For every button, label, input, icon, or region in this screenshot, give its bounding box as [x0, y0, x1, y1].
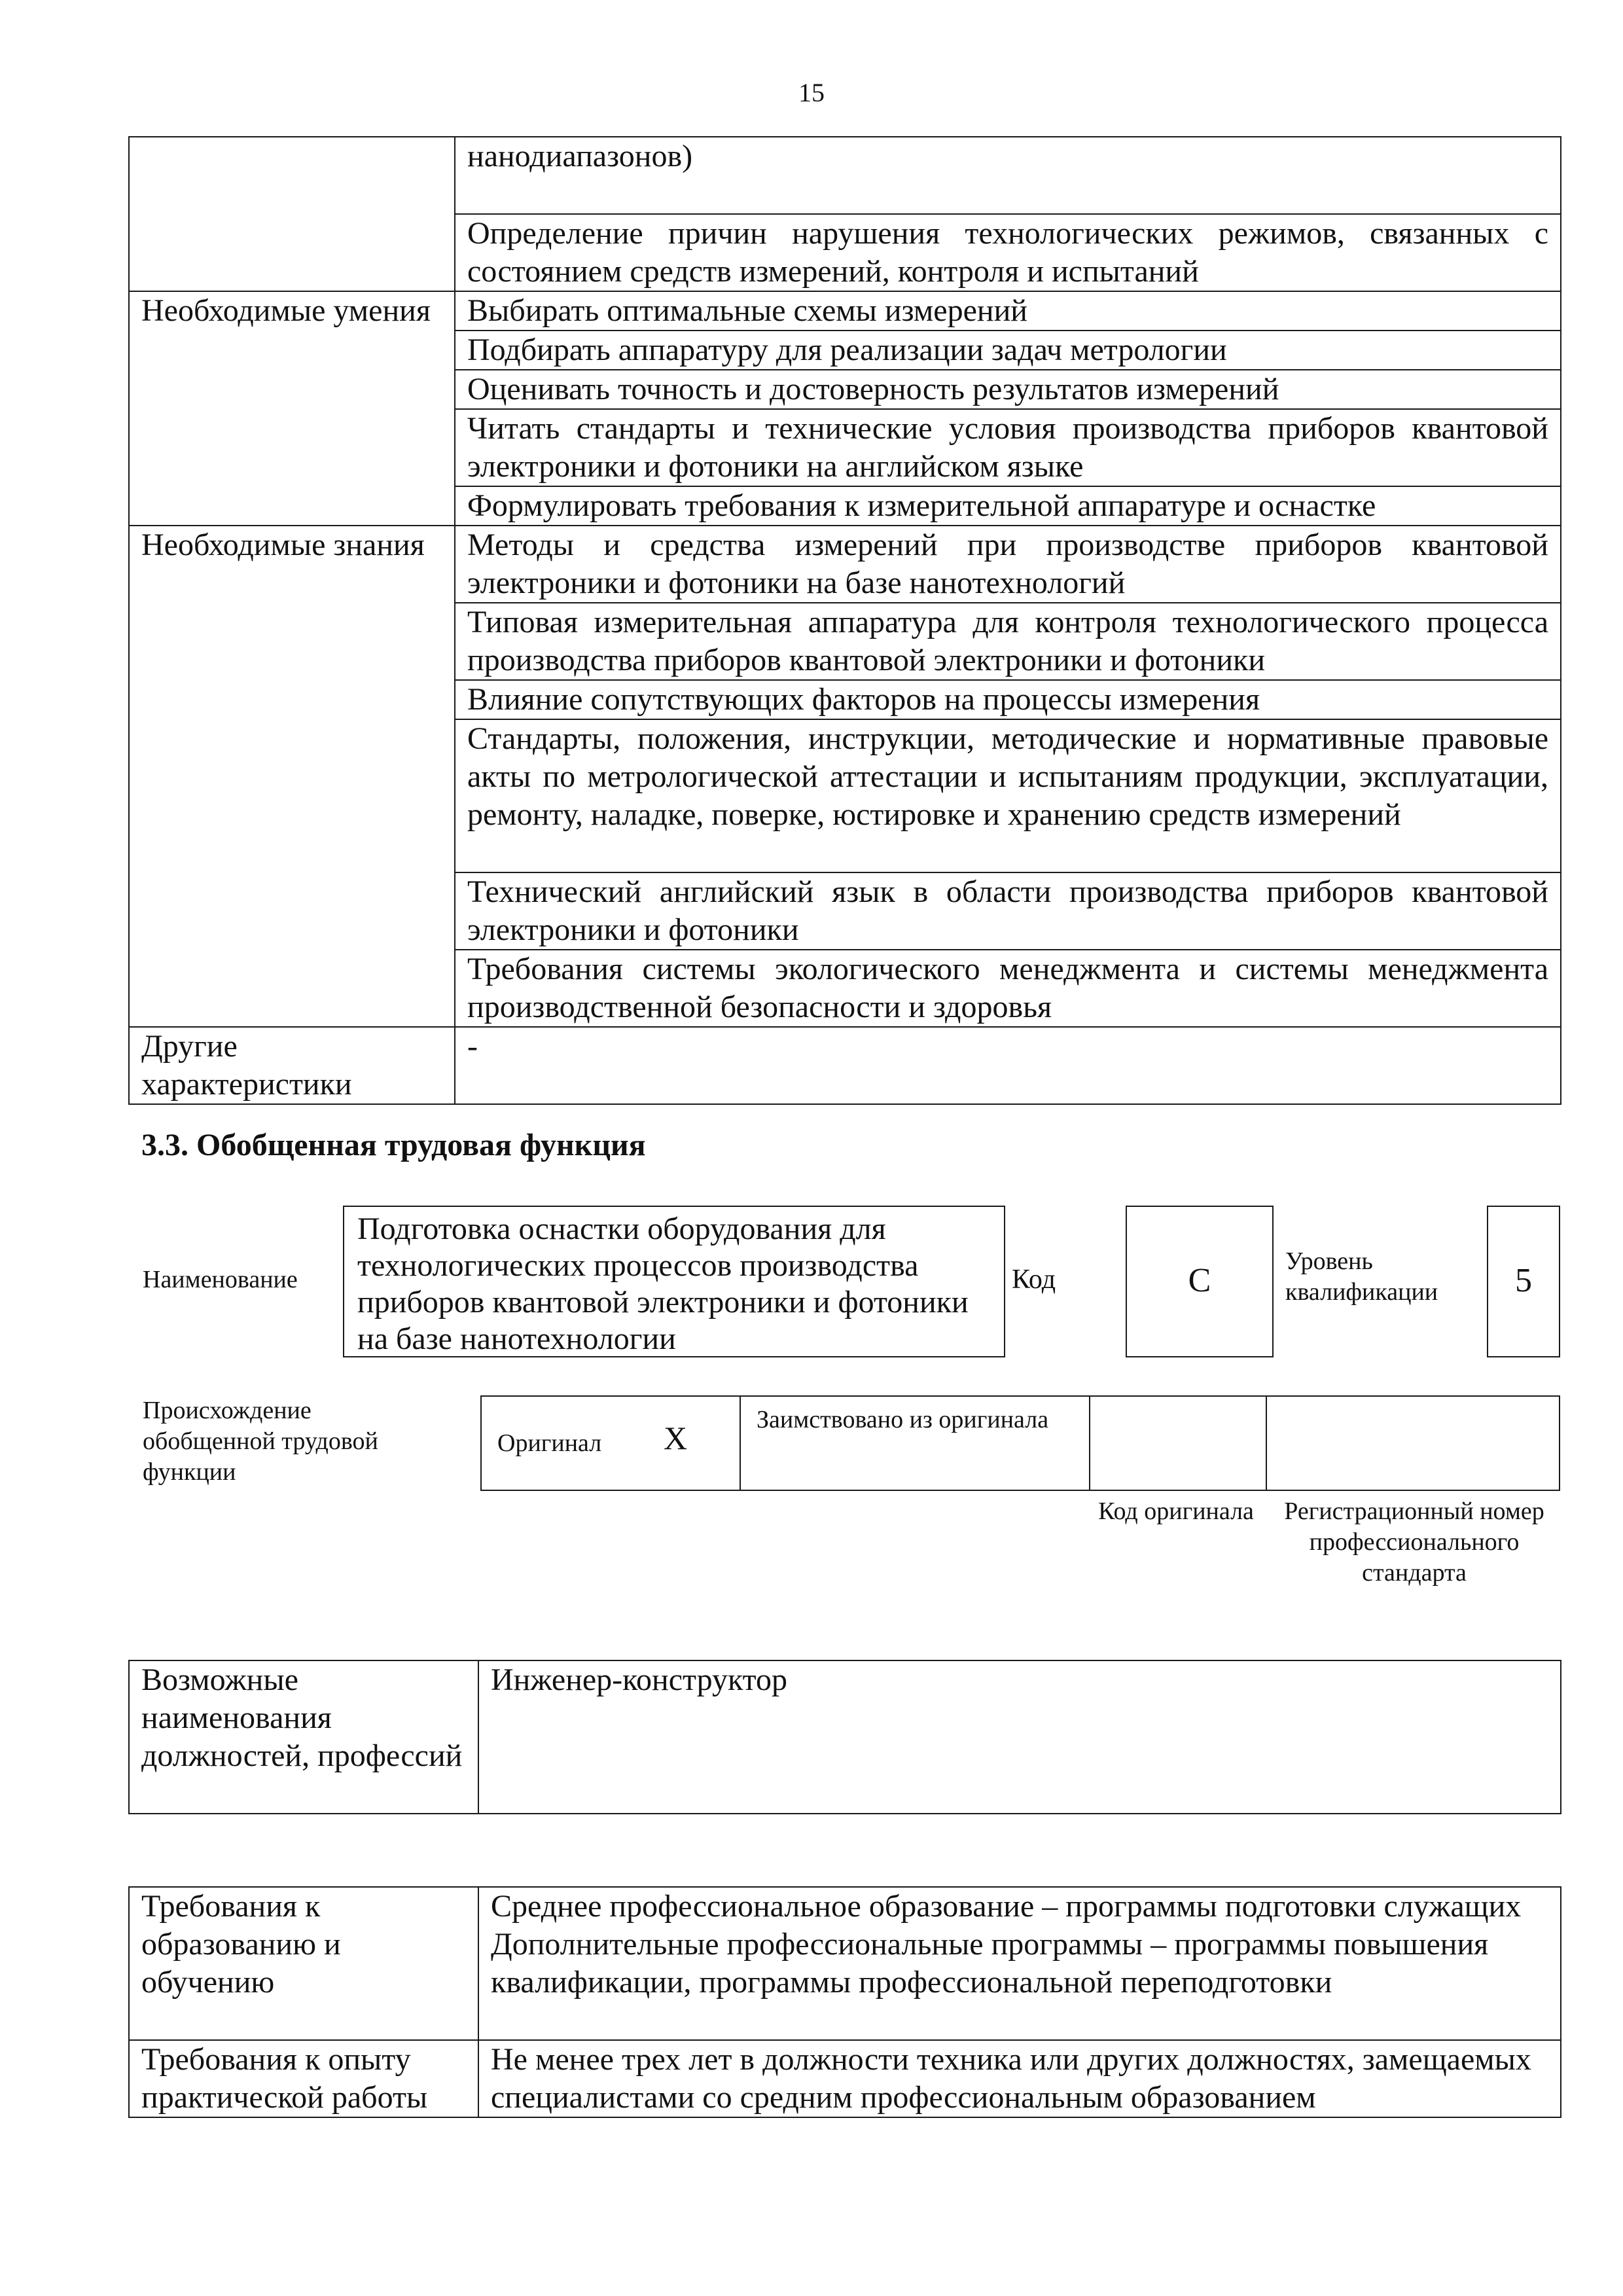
origin-table	[480, 1395, 1560, 1491]
page-number: 15	[798, 78, 825, 107]
table-row	[129, 1887, 1561, 2040]
borrowed-label: Заимствовано из оригинала	[757, 1406, 1049, 1433]
level-label: Уровень квалификации	[1285, 1247, 1438, 1306]
table-row	[129, 526, 1561, 603]
code-label: Код	[1012, 1265, 1056, 1295]
code-original-cell	[1090, 1397, 1267, 1490]
table-cell-value: Выбирать оптимальные схемы измерений	[455, 291, 1561, 331]
table-cell-value: Технический английский язык в области производства приборов квантовой электроники и фотоники	[455, 872, 1561, 950]
table-cell-value: Требования системы экологического менеджмента и системы менеджмента производственной безопасности и здоровья	[455, 950, 1561, 1027]
origin-label: Происхождение обобщенной трудовой функции	[143, 1397, 378, 1486]
table-cell-label: Требования к опыту практической работы	[129, 2040, 478, 2117]
table-cell-label: Необходимые знания	[129, 526, 455, 1027]
original-label: Оригинал	[497, 1429, 602, 1457]
requirement-line: Не менее трех лет в должности техника или других должностях, замещаемых специалистами со средним профессиональным образованием	[491, 2042, 1531, 2115]
table-cell-value: нанодиапазонов)	[455, 137, 1561, 214]
table-cell-value	[478, 1887, 1561, 2040]
borrowed-cell	[741, 1397, 1090, 1490]
table-cell-label: Необходимые умения	[129, 291, 455, 526]
table-row	[129, 137, 1561, 214]
table-cell-value: Влияние сопутствующих факторов на процессы измерения	[455, 680, 1561, 719]
table-cell-value: Стандарты, положения, инструкции, методические и нормативные правовые акты по метрологической аттестации и испытаниям продукции, эксплуатации, ремонту, наладке, поверке, юстировке и хранению средств измерений	[455, 719, 1561, 872]
section-title: 3.3. Обобщенная трудовая функция	[141, 1128, 646, 1162]
table-cell-value: Читать стандарты и технические условия производства приборов квантовой электроники и фотоники на английском языке	[455, 409, 1561, 486]
original-mark: X	[664, 1420, 688, 1456]
code-original-caption: Код оригинала	[1098, 1498, 1254, 1525]
table-cell-value: Методы и средства измерений при производстве приборов квантовой электроники и фотоники на базе нанотехнологий	[455, 526, 1561, 603]
code-box: C	[1126, 1206, 1274, 1357]
table-cell-label	[129, 137, 455, 291]
table-cell-value: Подбирать аппаратуру для реализации задач метрологии	[455, 331, 1561, 370]
table-cell-value: -	[455, 1027, 1561, 1104]
requirements-table	[128, 1886, 1561, 2118]
table-row	[129, 1660, 1561, 1814]
requirement-line: Дополнительные профессиональные программы – программы повышения квалификации, программы профессиональной переподготовки	[491, 1927, 1489, 2000]
table-row	[129, 2040, 1561, 2117]
name-label: Наименование	[143, 1266, 298, 1293]
table-cell-value: Определение причин нарушения технологических режимов, связанных с состоянием средств измерений, контроля и испытаний	[455, 214, 1561, 291]
level-box: 5	[1487, 1206, 1560, 1357]
skills-knowledge-table	[128, 136, 1561, 1105]
table-cell-label: Возможные наименования должностей, профессий	[129, 1660, 478, 1814]
requirement-line: Среднее профессиональное образование – программы подготовки служащих	[491, 1889, 1522, 1924]
table-row	[129, 291, 1561, 331]
table-cell-label: Требования к образованию и обучению	[129, 1887, 478, 2040]
positions-table	[128, 1660, 1561, 1814]
table-cell-label: Другие характеристики	[129, 1027, 455, 1104]
function-name-box: Подготовка оснастки оборудования для технологических процессов производства приборов квантовой электроники и фотоники на базе нанотехнологии	[343, 1206, 1005, 1357]
original-cell	[482, 1397, 741, 1490]
table-cell-value: Оценивать точность и достоверность результатов измерений	[455, 370, 1561, 409]
table-row	[129, 1027, 1561, 1104]
table-cell-value: Инженер-конструктор	[478, 1660, 1561, 1814]
table-cell-value: Типовая измерительная аппаратура для контроля технологического процесса производства приборов квантовой электроники и фотоники	[455, 603, 1561, 680]
reg-number-cell	[1267, 1397, 1559, 1490]
table-cell-value: Формулировать требования к измерительной аппаратуре и оснастке	[455, 486, 1561, 526]
reg-number-caption: Регистрационный номер профессионального стандарта	[1284, 1498, 1544, 1587]
table-cell-value	[478, 2040, 1561, 2117]
